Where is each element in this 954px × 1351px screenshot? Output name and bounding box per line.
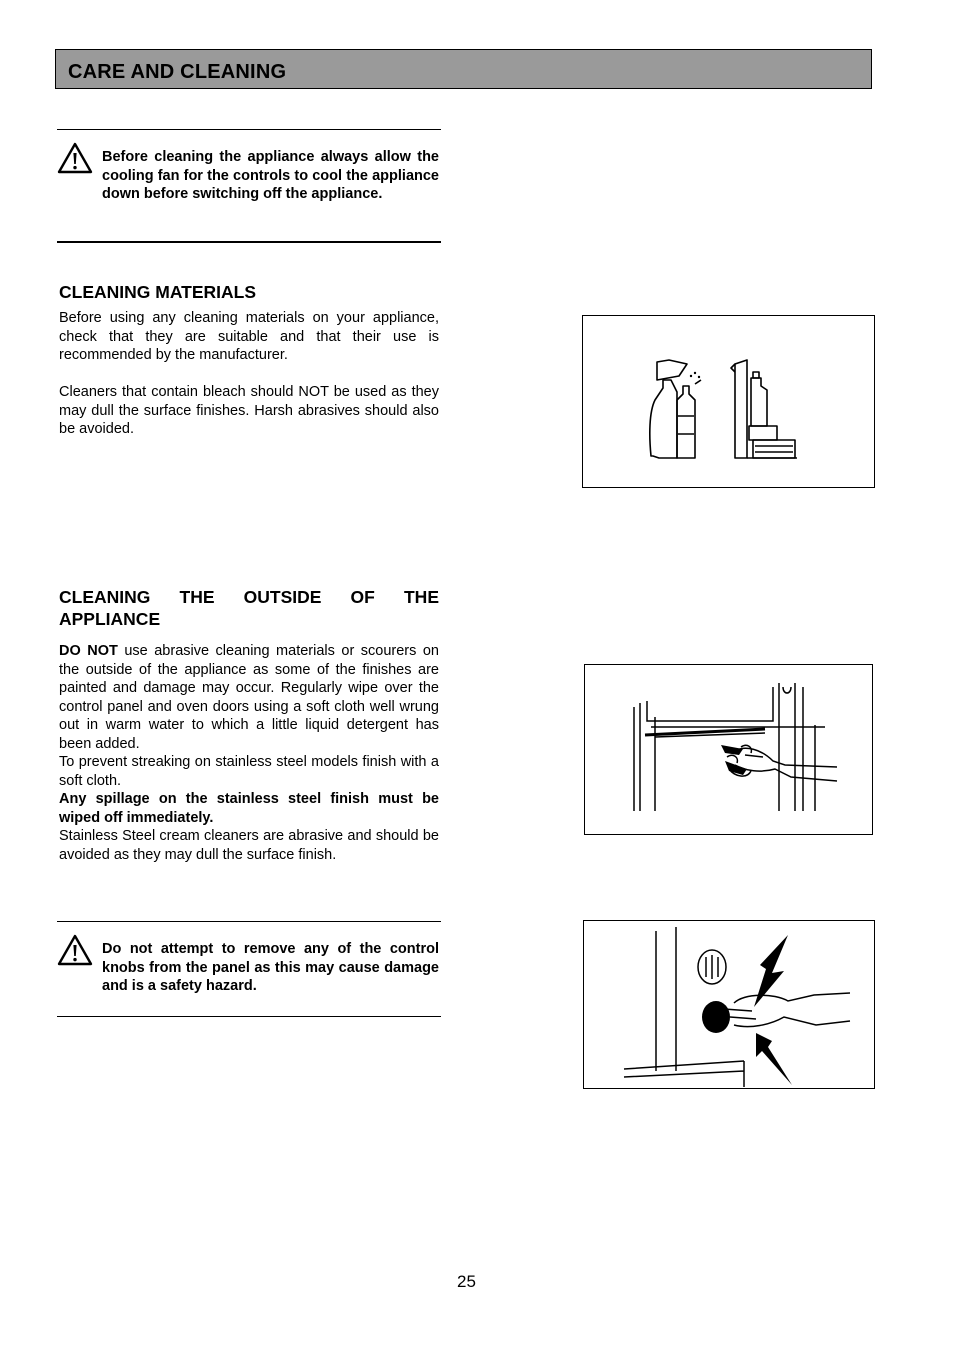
warning-top-text: Before cleaning the appliance always allow the cooling fan for the controls to cool the appliance down before switching off the appliance. [102, 149, 439, 202]
page-title: CARE AND CLEANING [68, 61, 287, 83]
cleaning-outside-para-1 [59, 642, 439, 753]
do-not-emphasis: DO NOT [59, 643, 118, 659]
cleaning-outside-heading-line-1: CLEANING THE OUTSIDE OF THE [59, 587, 439, 607]
warning-bottom-rule [57, 921, 441, 922]
section-header-bar [55, 49, 872, 89]
page-number: 25 [457, 1272, 476, 1291]
cleaning-materials-para-2: Cleaners that contain bleach should NOT be used as they may dull the surface finishes. Harsh abrasives should also be avoided. [59, 384, 439, 437]
cleaning-outside-para-1-text: use abrasive cleaning materials or scourers on the outside of the appliance as some of the finishes are painted and damage may occur. Regularly wipe over the control panel and oven doors using a soft cloth well wrung out in warm water to which a little liquid detergent has been added. [59, 643, 439, 752]
warning-bottom-text: Do not attempt to remove any of the control knobs from the panel as this may cause damage and is a safety hazard. [102, 941, 439, 994]
cleaning-outside-para-4: Stainless Steel cream cleaners are abrasive and should be avoided as they may dull the surface finish. [59, 828, 439, 863]
cleaning-materials-body [59, 309, 439, 439]
cleaning-materials-heading: CLEANING MATERIALS [59, 282, 257, 302]
cleaning-materials-para-1: Before using any cleaning materials on your appliance, check that they are suitable and that their use is recommended by the manufacturer. [59, 310, 439, 363]
warning-triangle-icon [57, 934, 93, 966]
warning-bottom-bottom-rule [57, 1016, 441, 1017]
control-knob-hazard-illustration [583, 920, 875, 1089]
cleaning-outside-heading-line-2: APPLIANCE [59, 609, 161, 629]
warning-triangle-icon [57, 142, 93, 174]
cleaning-products-illustration [582, 315, 875, 488]
warning-top-rule [57, 129, 441, 130]
cleaning-outside-para-2: To prevent streaking on stainless steel models finish with a soft cloth. [59, 754, 439, 789]
wiping-oven-door-illustration [584, 664, 873, 835]
warning-top-bottom-rule [57, 241, 441, 243]
cleaning-outside-para-3: Any spillage on the stainless steel finish must be wiped off immediately. [59, 791, 439, 826]
cleaning-outside-body [59, 642, 439, 864]
